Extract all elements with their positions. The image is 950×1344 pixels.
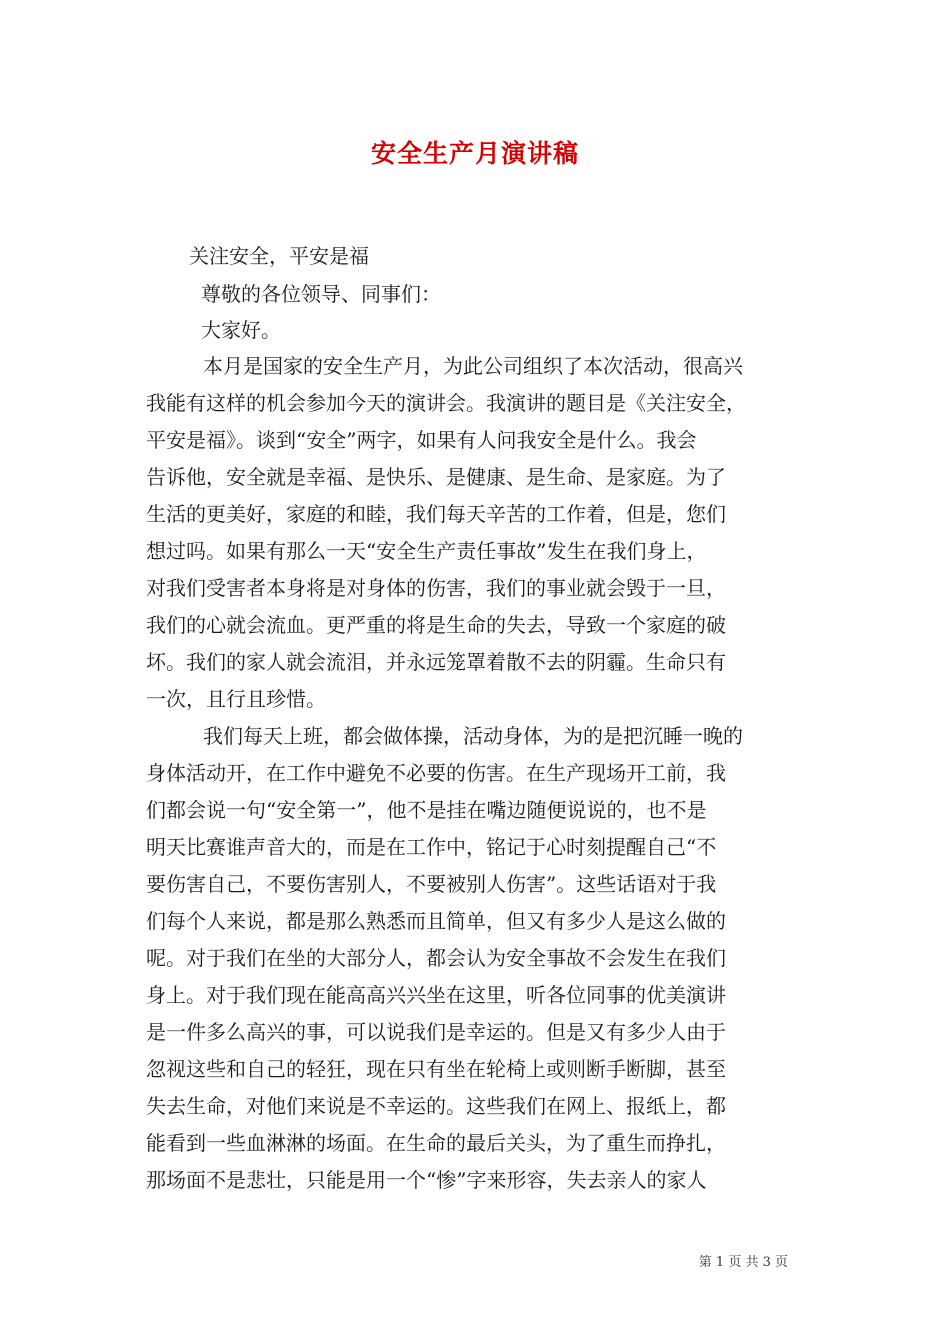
- paragraph-line: 失去生命，对他们来说是不幸运的。这些我们在网上、报纸上，都: [146, 1094, 726, 1118]
- paragraph-line: 对我们受害者本身将是对身体的伤害，我们的事业就会毁于一旦，: [146, 576, 726, 600]
- paragraph-line: 是一件多么高兴的事，可以说我们是幸运的。但是又有多少人由于: [146, 1020, 726, 1044]
- paragraph-line: 告诉他，安全就是幸福、是快乐、是健康、是生命、是家庭。为了: [146, 465, 726, 489]
- speech-subtitle: 关注安全，平安是福: [189, 244, 369, 268]
- paragraph-line: 呢。对于我们在坐的大部分人，都会认为安全事故不会发生在我们: [146, 946, 726, 970]
- paragraph-line: 想过吗。如果有那么一天“安全生产责任事故”发生在我们身上，: [146, 539, 707, 563]
- paragraph-line: 一次，且行且珍惜。: [146, 687, 326, 711]
- paragraph-line: 忽视这些和自己的轻狂，现在只有坐在轮椅上或则断手断脚，甚至: [146, 1057, 726, 1081]
- paragraph-line: 们每个人来说，都是那么熟悉而且简单，但又有多少人是这么做的: [146, 909, 726, 933]
- paragraph-line: 平安是福》。谈到“安全”两字，如果有人问我安全是什么。我会: [146, 428, 697, 452]
- paragraph-line: 我能有这样的机会参加今天的演讲会。我演讲的题目是《关注安全，: [146, 391, 746, 415]
- paragraph-line: 我们的心就会流血。更严重的将是生命的失去，导致一个家庭的破: [146, 613, 726, 637]
- document-title: 安全生产月演讲稿: [370, 139, 579, 168]
- paragraph-line: 身上。对于我们现在能高高兴兴坐在这里，听各位同事的优美演讲: [146, 983, 726, 1007]
- paragraph-line: 明天比赛谁声音大的，而是在工作中，铭记于心时刻提醒自己“不: [146, 835, 717, 859]
- paragraph-line: 要伤害自己，不要伤害别人，不要被别人伤害”。这些话语对于我: [146, 872, 717, 896]
- greeting: 大家好。: [201, 318, 281, 342]
- page-number: 第 1 页 共 3 页: [698, 1255, 788, 1270]
- paragraph-line: 那场面不是悲壮，只能是用一个“惨”字来形容，失去亲人的家人: [146, 1168, 707, 1192]
- paragraph-line: 身体活动开，在工作中避免不必要的伤害。在生产现场开工前，我: [146, 761, 726, 785]
- salutation: 尊敬的各位领导、同事们：: [201, 282, 441, 306]
- paragraph-line: 坏。我们的家人就会流泪，并永远笼罩着散不去的阴霾。生命只有: [146, 650, 726, 674]
- paragraph-line: 本月是国家的安全生产月，为此公司组织了本次活动，很高兴: [203, 354, 743, 378]
- paragraph-line: 们都会说一句“安全第一”，他不是挂在嘴边随便说说的，也不是: [146, 798, 707, 822]
- paragraph-line: 能看到一些血淋淋的场面。在生命的最后关头，为了重生而挣扎，: [146, 1131, 726, 1155]
- paragraph-line: 我们每天上班，都会做体操，活动身体，为的是把沉睡一晚的: [203, 724, 743, 748]
- paragraph-line: 生活的更美好，家庭的和睦，我们每天辛苦的工作着，但是，您们: [146, 502, 726, 526]
